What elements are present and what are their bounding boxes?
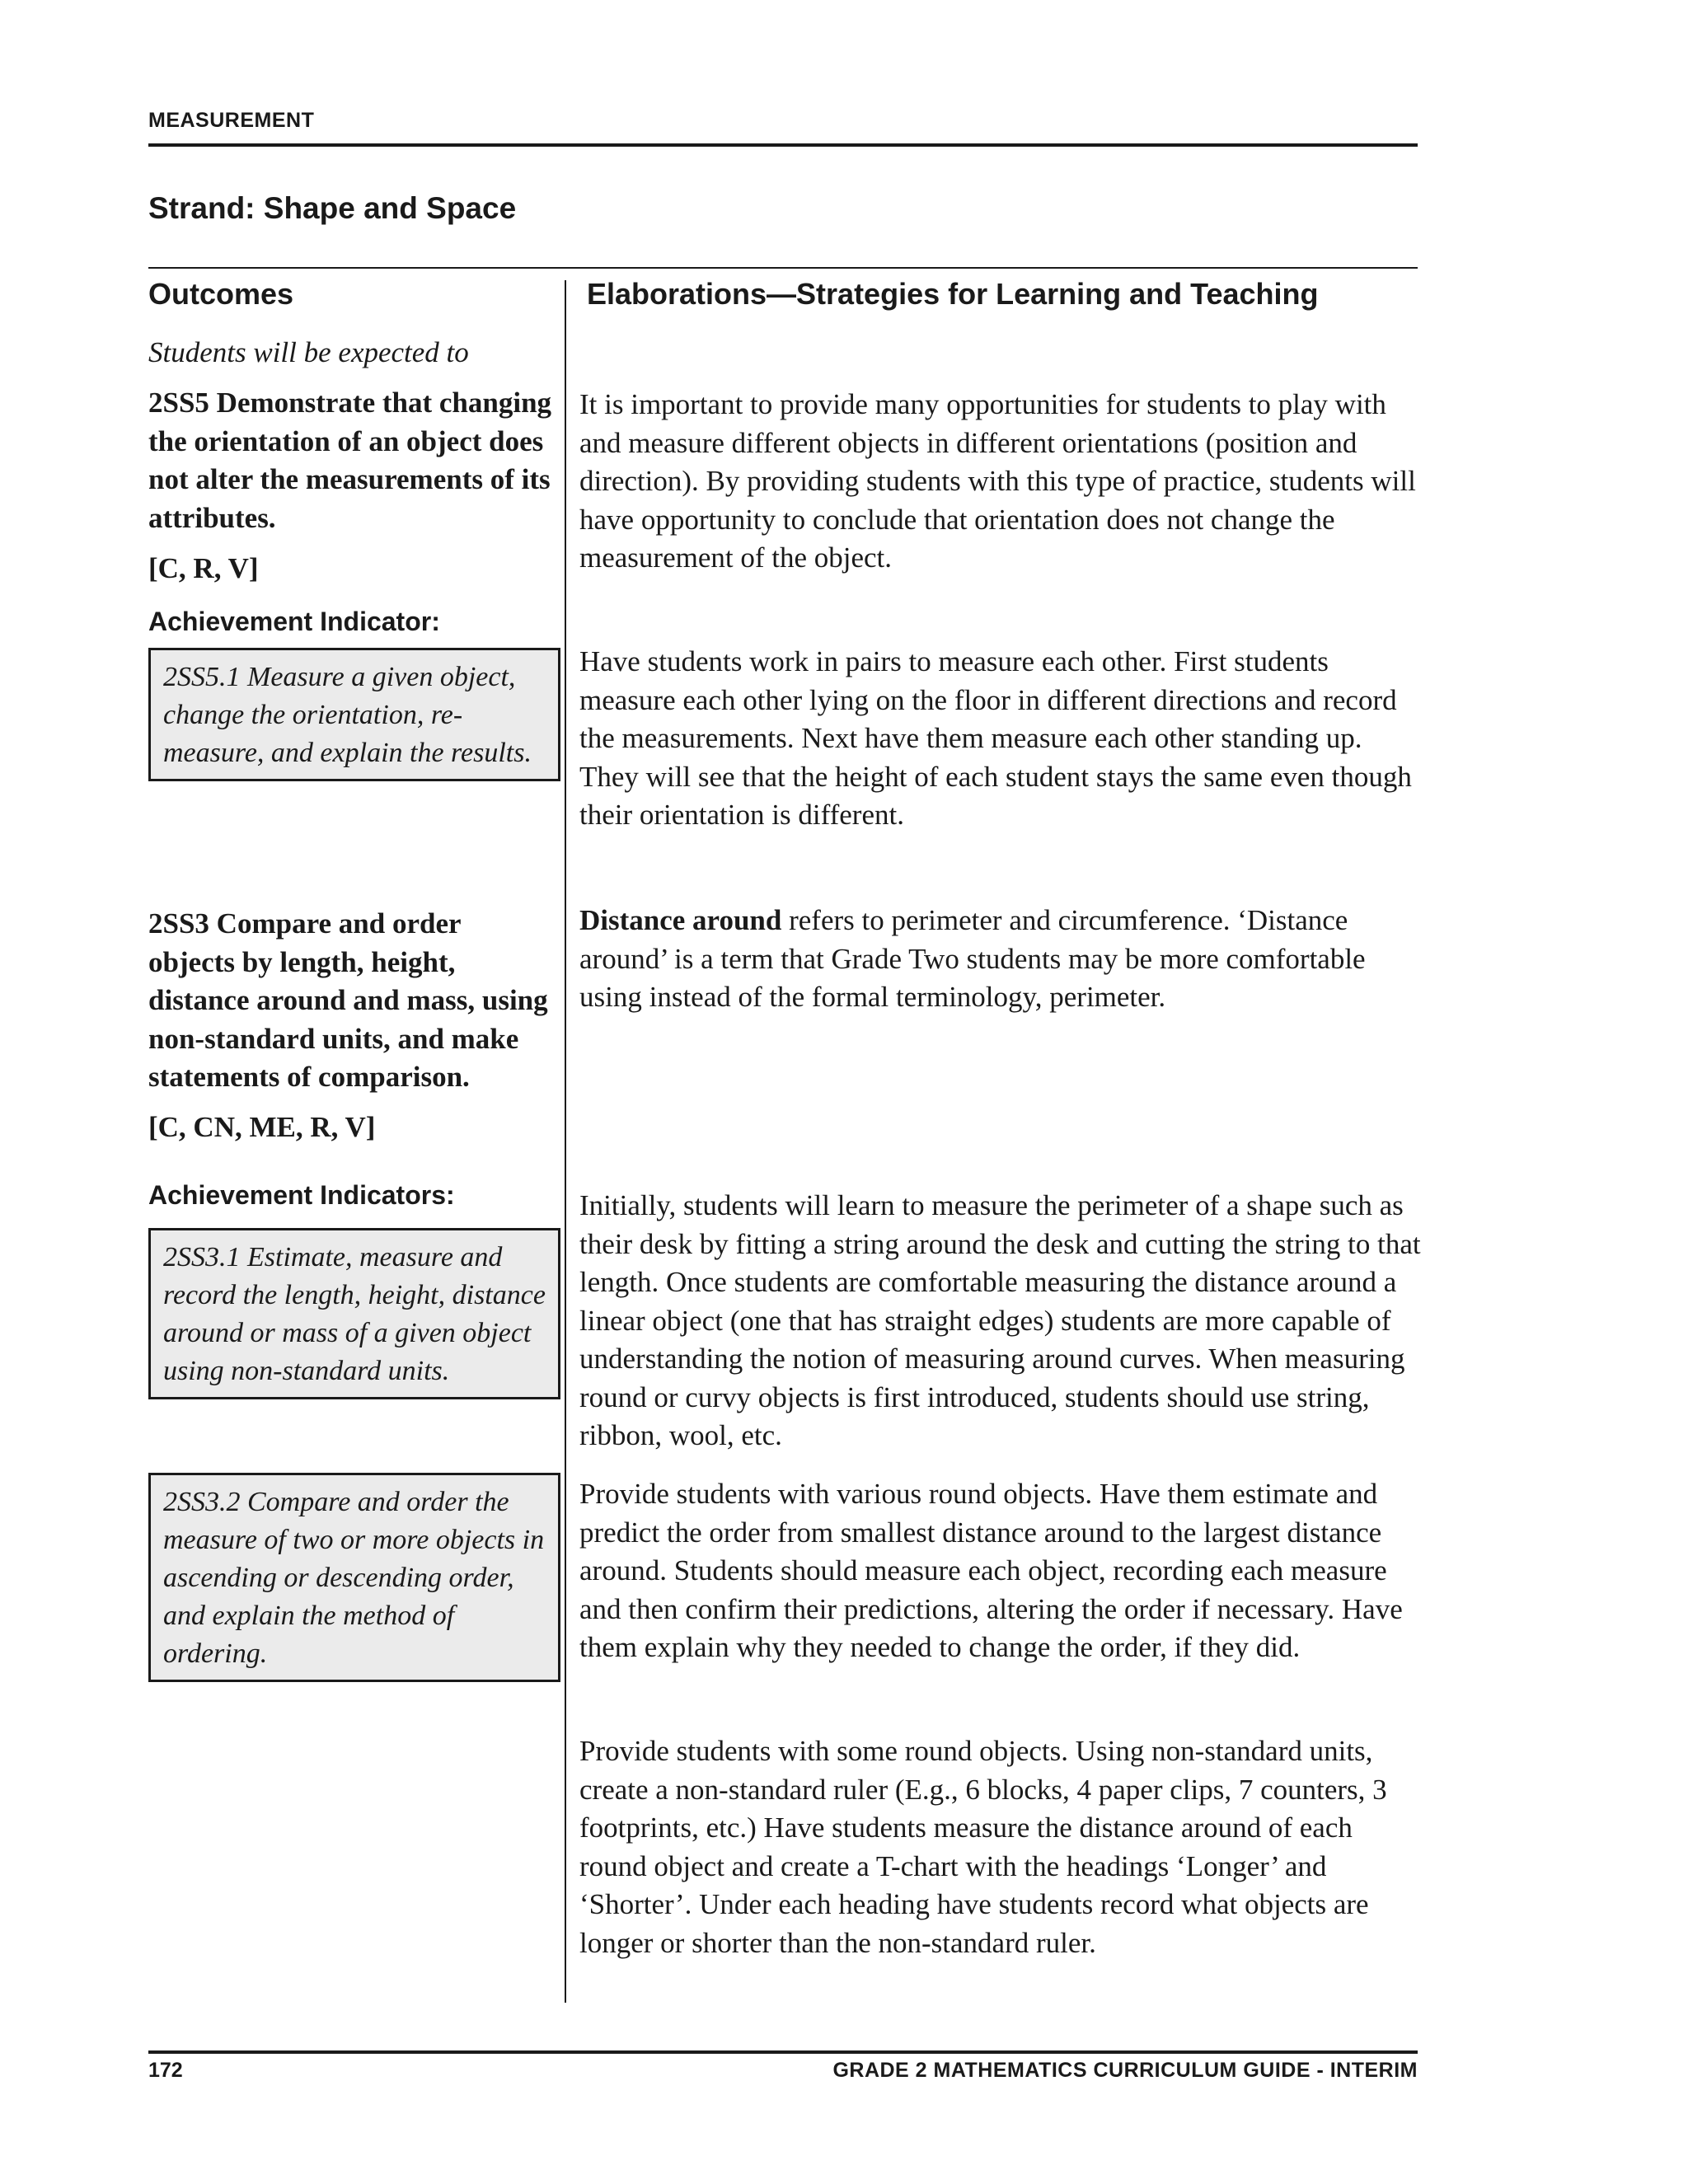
page-number: 172 [148,2059,183,2082]
elaboration-paragraph: It is important to provide many opportunities for students to play with and measure different objects in different orientations (position and direction). By providing students with this type of practice, students will have opportunity to conclude that orientation does not change the measurement of the object. [579,388,1416,574]
indicator-box-2ss5-1: 2SS5.1 Measure a given object, change the orientation, re-measure, and explain the results. [148,648,560,781]
footer-title: GRADE 2 MATHEMATICS CURRICULUM GUIDE - INTERIM [832,2059,1418,2082]
elaboration-paragraph: Initially, students will learn to measure the perimeter of a shape such as their desk by fitting a string around the desk and cutting the string to that length. Once students are comfortable measuring the distance around a linear object (one that has straight edges) students are more capable of understanding the notion of measuring around curves. When measuring round or curvy objects is first introduced, students should use string, ribbon, wool, etc. [579,1189,1421,1451]
header-rule [148,143,1418,147]
outcomes-heading: Outcomes [148,277,294,311]
outcome-2ss3: 2SS3 Compare and order objects by length, height, distance around and mass, using non-standard units, and make statements of comparison. [148,907,548,1093]
achievement-indicators-heading: Achievement Indicators: [148,1180,455,1210]
indicator-box-2ss3-1: 2SS3.1 Estimate, measure and record the length, height, distance around or mass of a given object using non-standard units. [148,1228,560,1399]
elaboration-paragraph [579,902,1424,1017]
strand-title: Strand: Shape and Space [148,191,517,225]
elaboration-paragraph: Provide students with various round objects. Have them estimate and predict the order from smallest distance around to the largest distance around. Students should measure each object, recording each measure and then confirm their predictions, altering the order if necessary. Have them explain why they needed to change the order, if they did. [579,1478,1403,1663]
column-divider [565,280,566,2003]
column-header-rule [148,267,1418,269]
outcome-2ss3-processes: [C, CN, ME, R, V] [148,1111,376,1143]
achievement-indicator-heading: Achievement Indicator: [148,607,440,636]
outcomes-intro: Students will be expected to [148,336,469,368]
footer-rule [148,2050,1418,2054]
elaboration-paragraph: Provide students with some round objects. Using non-standard units, create a non-standard ruler (E.g., 6 blocks, 4 paper clips, 7 counters, 3 footprints, etc.) Have students measure the distance around of each round object and create a T-chart with the headings ‘Longer’ and ‘Shorter’. Under each heading have students record what objects are longer or shorter than the non-standard ruler. [579,1735,1387,1959]
outcome-2ss5-processes: [C, R, V] [148,552,259,584]
distance-around-definition: refers to perimeter and circumference. ‘Distance around’ is a term that Grade Two students may be more comfortable using instead of the formal terminology, perimeter. [579,904,1366,1013]
elaboration-paragraph: Have students work in pairs to measure each other. First students measure each other lying on the floor in different directions and record the measurements. Next have them measure each other standing up. They will see that the height of each student stays the same even though their orientation is different. [579,645,1412,831]
indicator-box-2ss3-2: 2SS3.2 Compare and order the measure of two or more objects in ascending or descending order, and explain the method of ordering. [148,1473,560,1682]
elaborations-heading: Elaborations—Strategies for Learning and Teaching [587,277,1319,311]
section-label: MEASUREMENT [148,109,315,132]
distance-around-term: Distance around [579,904,782,936]
outcome-2ss5: 2SS5 Demonstrate that changing the orientation of an object does not alter the measurements of its attributes. [148,387,552,534]
